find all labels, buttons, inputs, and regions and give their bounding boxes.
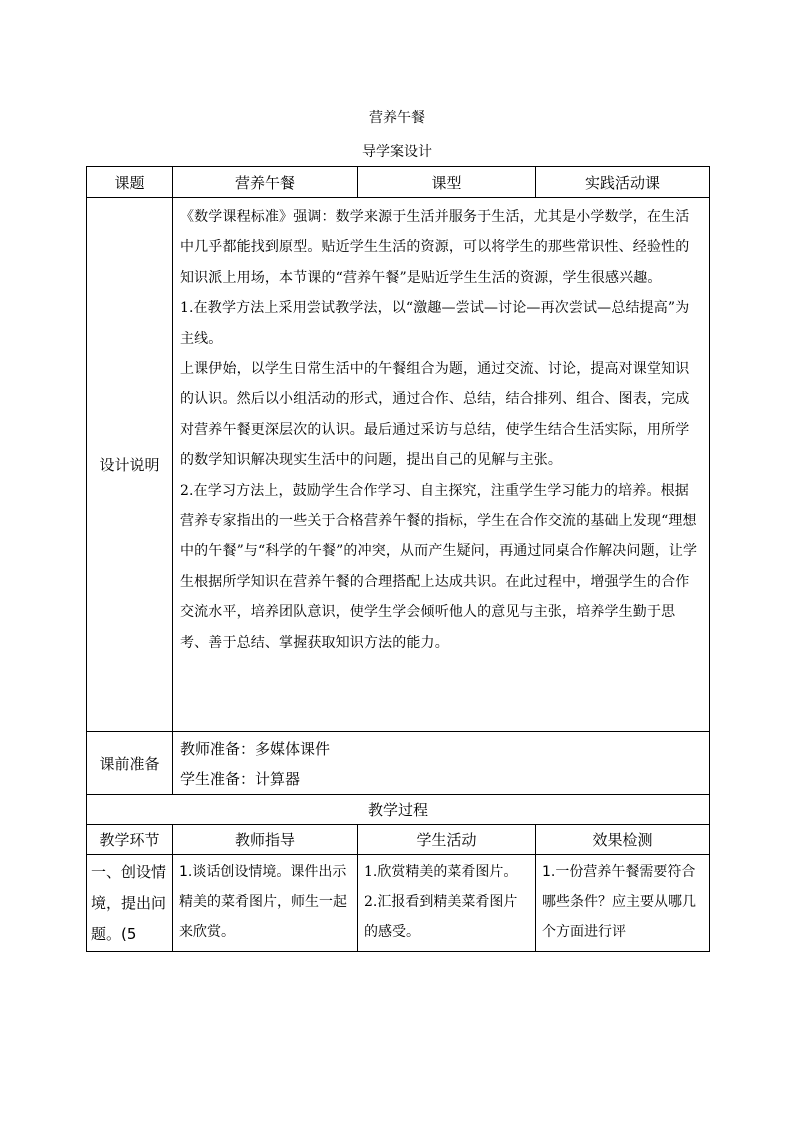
document-title: 营养午餐 bbox=[369, 110, 425, 126]
prep-row bbox=[87, 732, 710, 795]
design-text bbox=[173, 198, 710, 732]
prep-content bbox=[173, 732, 710, 795]
stage-text: 一、创设情境，提出问题。(5 bbox=[91, 863, 167, 943]
process-title: 教学过程 bbox=[87, 795, 710, 825]
process-row bbox=[87, 855, 710, 952]
topic-label: 课题 bbox=[87, 167, 173, 198]
col-header-check: 效果检测 bbox=[536, 825, 710, 855]
col-header-student: 学生活动 bbox=[358, 825, 536, 855]
teacher-prep: 教师准备：多媒体课件 bbox=[180, 740, 331, 758]
design-paragraph: 《数学课程标准》强调：数学来源于生活并服务于生活，尤其是小学数学，在生活中几乎都能找到原型。贴近学生生活的资源，可以将学生的那些常识性、经验性的知识派上用场，本节课的“营养午餐”是贴近学生生活的资源，学生很感兴趣。 bbox=[180, 209, 690, 286]
student-activity-item: 1.欣赏精美的菜肴图片。 bbox=[364, 864, 518, 880]
type-value: 实践活动课 bbox=[536, 167, 710, 198]
design-row bbox=[87, 198, 710, 732]
process-header-row bbox=[87, 825, 710, 855]
type-label: 课型 bbox=[358, 167, 536, 198]
student-activity-item: 2.汇报看到精美菜肴图片的感受。 bbox=[364, 894, 518, 940]
design-paragraph: 2.在学习方法上，鼓励学生合作学习、自主探究，注重学生学习能力的培养。根据营养专家指出的一些关于合格营养午餐的指标，学生在合作交流的基础上发现“理想中的午餐”与“科学的午餐”的冲突，从而产生疑问，再通过同桌合作解决问题，让学生根据所学知识在营养午餐的合理搭配上达成共识。在此过程中，增强学生的合作交流水平，培养团队意识，使学生学会倾听他人的意见与主张，培养学生勤于思考、善于总结、掌握获取知识方法的能力。 bbox=[180, 482, 698, 651]
topic-row bbox=[87, 167, 710, 198]
check-text: 1.一份营养午餐需要符合哪些条件？应主要从哪几个方面进行评 bbox=[542, 864, 696, 940]
process-title-row bbox=[87, 795, 710, 825]
teacher-cell bbox=[173, 855, 358, 952]
col-header-teacher: 教师指导 bbox=[173, 825, 358, 855]
design-paragraph: 上课伊始，以学生日常生活中的午餐组合为题，通过交流、讨论，提高对课堂知识的认识。然后以小组活动的形式，通过合作、总结，结合排列、组合、图表，完成对营养午餐更深层次的认识。最后通过采访与总结，使学生结合生活实际，用所学的数学知识解决现实生活中的问题，提出自己的见解与主张。 bbox=[180, 361, 690, 469]
document-subtitle: 导学案设计 bbox=[362, 144, 432, 160]
lesson-plan-table bbox=[86, 166, 710, 952]
teacher-text: 1.谈话创设情境。课件出示精美的菜肴图片，师生一起来欣赏。 bbox=[179, 864, 347, 940]
check-cell bbox=[536, 855, 710, 952]
col-header-stage: 教学环节 bbox=[87, 825, 173, 855]
design-paragraph: 1.在教学方法上采用尝试教学法，以“激趣—尝试—讨论—再次尝试—总结提高”为主线。 bbox=[180, 300, 690, 347]
topic-value: 营养午餐 bbox=[173, 167, 358, 198]
stage-cell bbox=[87, 855, 173, 952]
prep-label: 课前准备 bbox=[87, 732, 173, 795]
student-prep: 学生准备：计算器 bbox=[180, 770, 301, 788]
student-cell bbox=[358, 855, 536, 952]
design-label: 设计说明 bbox=[87, 198, 173, 732]
